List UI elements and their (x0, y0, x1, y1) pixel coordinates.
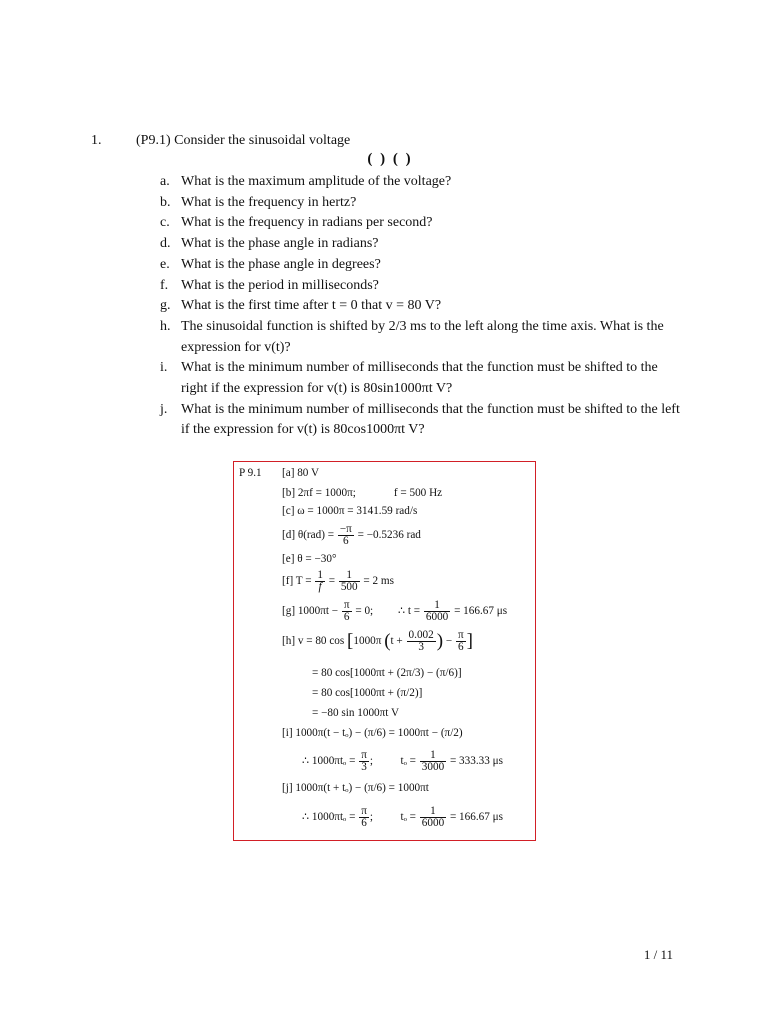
list-item: d. What is the phase angle in radians? (160, 236, 379, 252)
list-item: g. What is the first time after t = 0 that v = 80 V? (160, 298, 442, 314)
question-number: 1. (91, 133, 102, 148)
solution-d: [d] θ(rad) = $\frac{-\pi}{6}$ = −0.5236 rad (282, 523, 421, 547)
list-item: a. What is the maximum amplitude of the voltage? (160, 174, 452, 189)
solution-i-step2: ∴ 1000πtₒ = $\frac{\pi}{3}$ ; tₒ = $\frac{1}{3000}$ = 333.33 μs (302, 749, 503, 773)
list-item: c. What is the frequency in radians per second? (160, 215, 433, 231)
fraction: $\frac{1}{3000}$ (421, 749, 445, 773)
solution-h-step4: = −80 sin 1000πt V (312, 707, 400, 719)
solution-j: [j] 1000π(t + tₒ) − (π/6) = 1000πt (282, 782, 429, 794)
fraction: $\frac{1}{500}$ (340, 569, 358, 593)
fraction: $\frac{1}{6000}$ (421, 805, 445, 829)
question-intro: (P9.1) Consider the sinusoidal voltage (136, 133, 351, 148)
list-item: h. The sinusoidal function is shifted by 2/3 ms to the left along the time axis. What is the expression for v(t)? (160, 318, 664, 355)
fraction: $\frac{\pi}{3}$ (361, 749, 367, 773)
list-item: e. What is the phase angle in degrees? (160, 256, 381, 272)
solution-i: [i] 1000π(t − tₒ) − (π/6) = 1000πt − (π/2) (282, 727, 463, 739)
fraction: $\frac{-\pi}{6}$ (339, 523, 352, 547)
solution-h-step2: = 80 cos[1000πt + (2π/3) − (π/6)] (312, 667, 462, 679)
fraction: $\frac{\pi}{6}$ (457, 629, 464, 653)
list-item: j. What is the minimum number of milliseconds that the function must be shifted to the left if the expression for v(t) is 80cos1000πt V? (160, 401, 680, 438)
equation-placeholder: ( ) ( ) (367, 151, 413, 167)
fraction: $\frac{0.002}{3}$ (408, 629, 434, 653)
fraction: $\frac{1}{f}$ (317, 569, 323, 593)
solution-b: [b] 2πf = 1000π; f = 500 Hz (282, 487, 443, 499)
solution-c: [c] ω = 1000π = 3141.59 rad/s (282, 505, 418, 517)
solution-title: P 9.1 (239, 467, 262, 479)
solution-box (233, 461, 536, 841)
fraction: $\frac{1}{6000}$ (425, 599, 449, 623)
fraction: $\frac{\pi}{6}$ (343, 599, 350, 623)
solution-f: [f] T = $\frac{1}{f}$ = $\frac{1}{500}$ = 2 ms (282, 569, 394, 593)
solution-e: [e] θ = −30° (282, 553, 337, 565)
solution-a: [a] 80 V (282, 467, 320, 479)
list-item: f. What is the period in milliseconds? (160, 277, 379, 293)
solution-g: [g] 1000πt − $\frac{\pi}{6}$ = 0; ∴ t = $\frac{1}{6000}$ = 166.67 μs (282, 599, 508, 623)
list-item: i. What is the minimum number of milliseconds that the function must be shifted to the right if the expression for v(t) is 80sin1000πt V? (160, 360, 658, 397)
solution-h-step3: = 80 cos[1000πt + (π/2)] (312, 687, 423, 699)
page-number: 1 / 11 (643, 947, 673, 962)
list-item: b. What is the frequency in hertz? (160, 194, 357, 210)
fraction: $\frac{\pi}{6}$ (361, 805, 367, 829)
solution-j-step2: ∴ 1000πtₒ = $\frac{\pi}{6}$ ; tₒ = $\frac{1}{6000}$ = 166.67 μs (302, 805, 503, 829)
solution-h: [h] v = 80 cos [1000π (t + $\frac{0.002}{3}$ ) − $\frac{\pi}{6}$ ] (282, 629, 473, 653)
question-parts-list (160, 172, 680, 441)
